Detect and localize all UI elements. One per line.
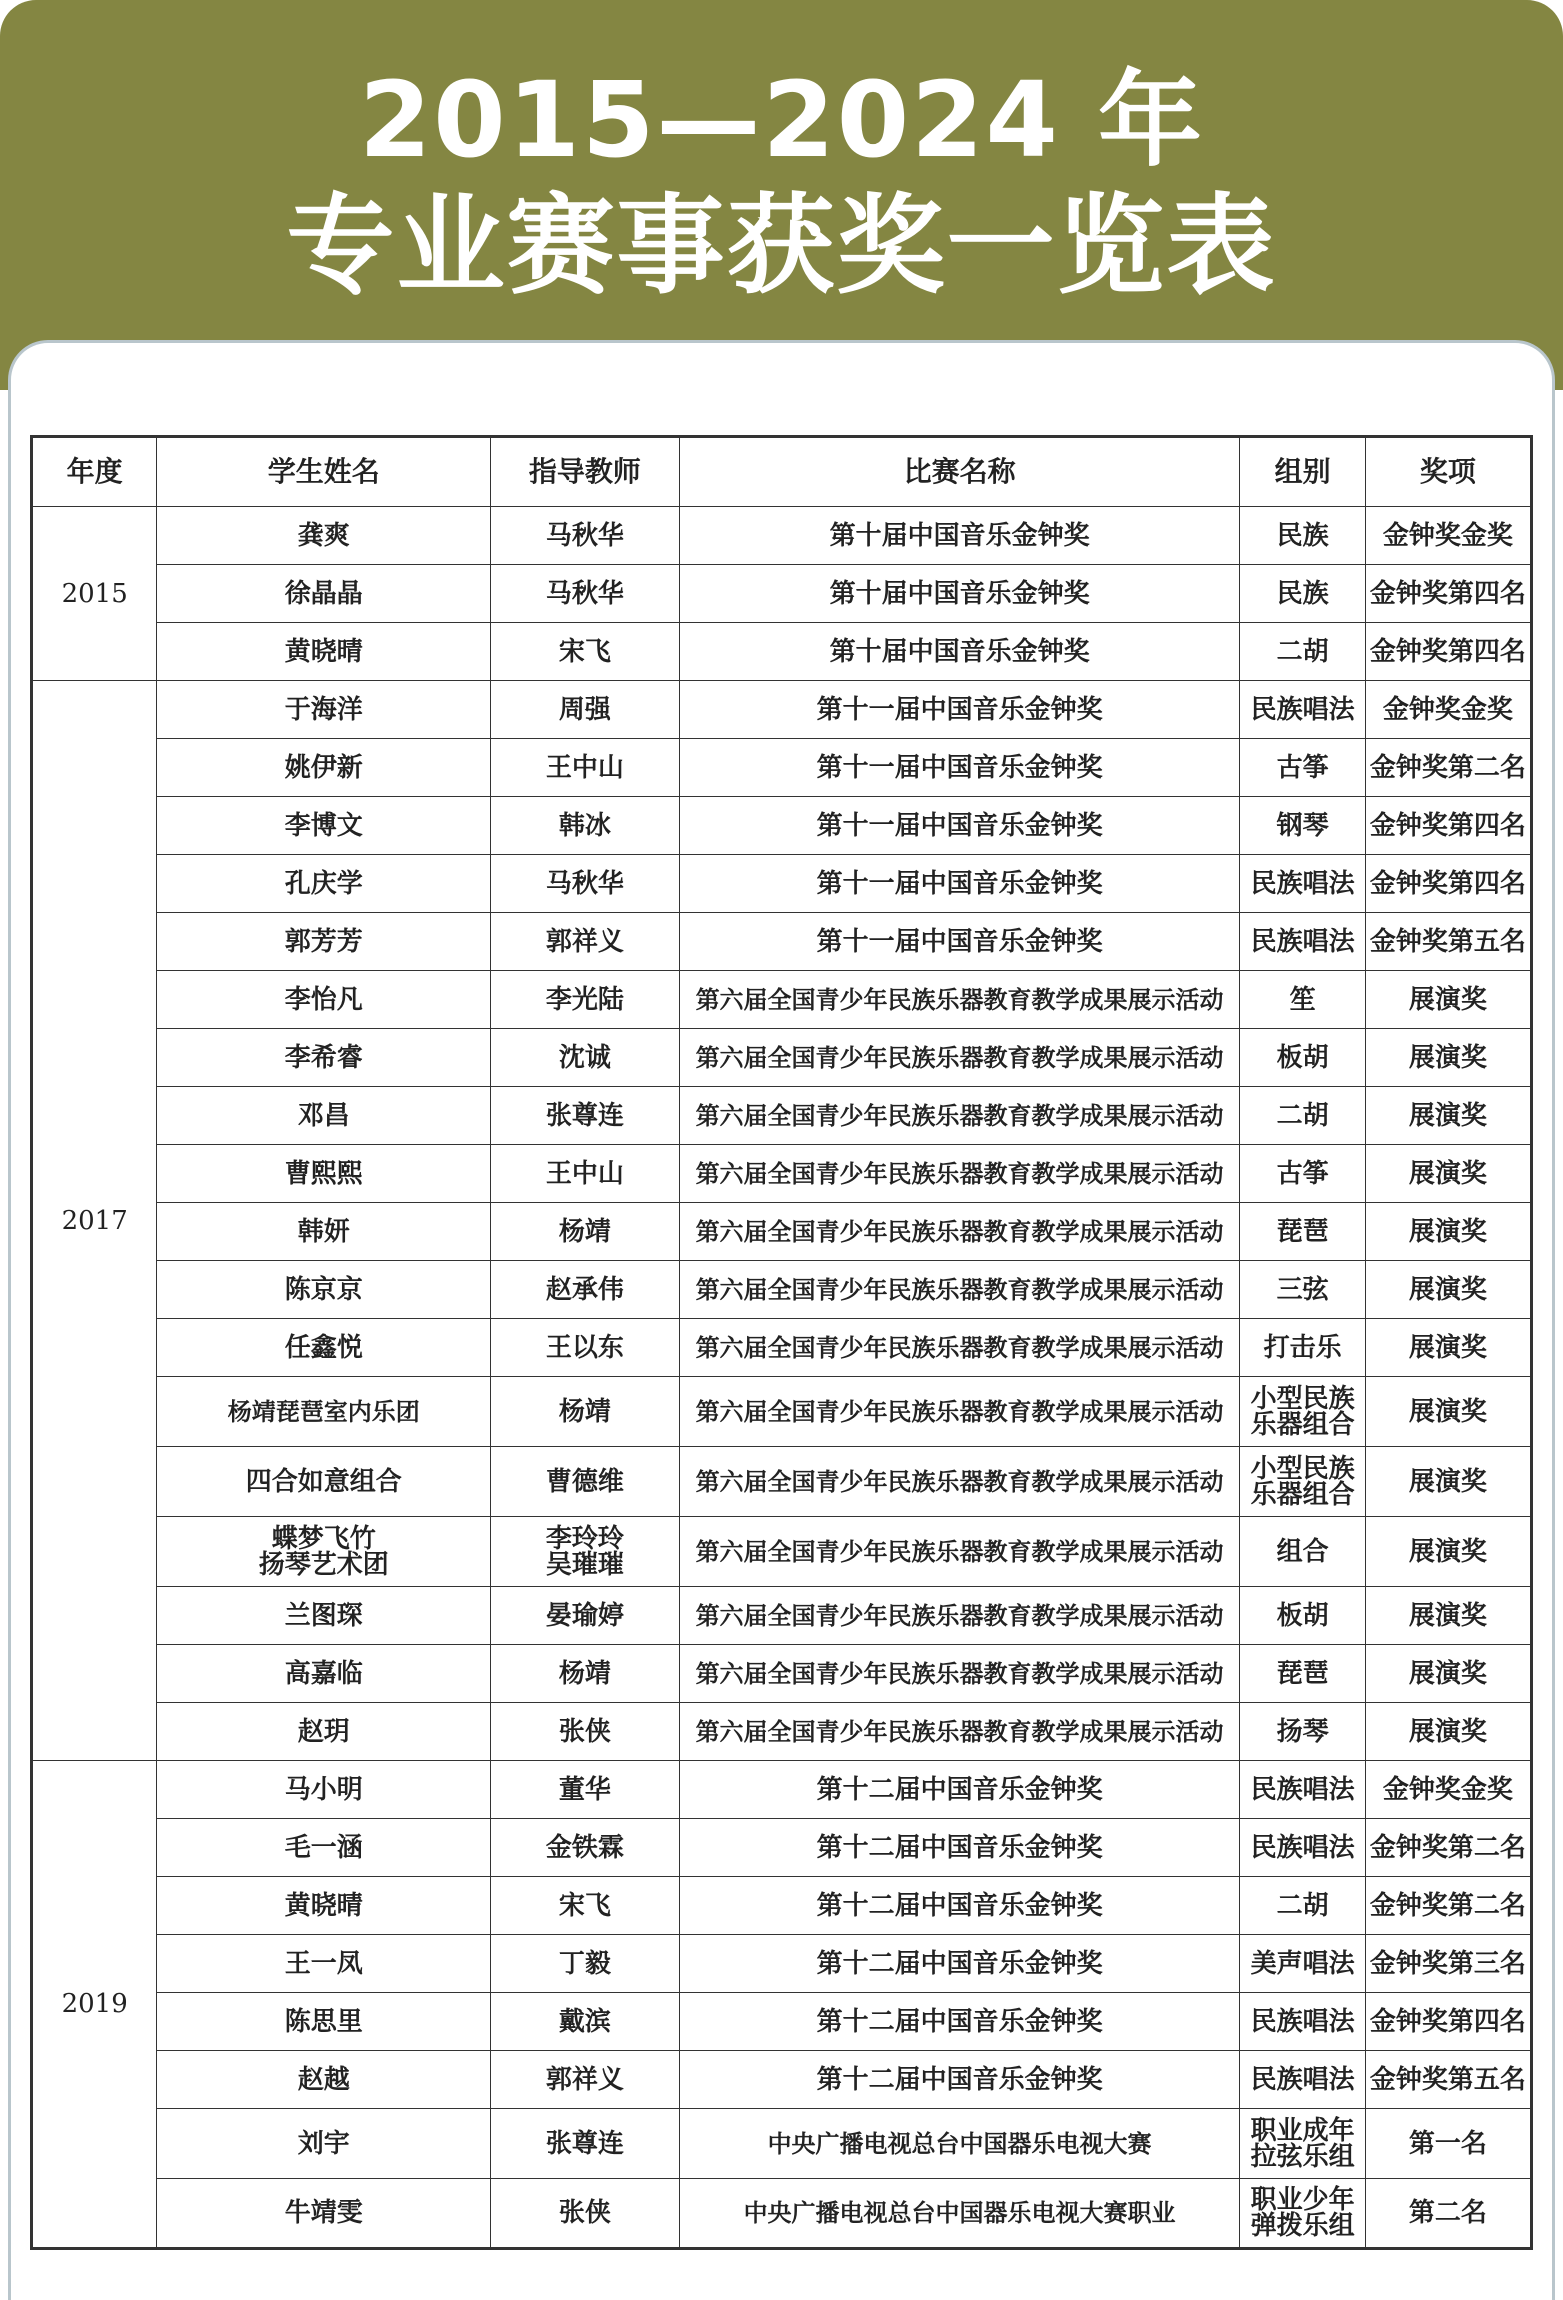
student-cell: 龚爽 (157, 507, 491, 565)
teacher-cell: 李光陆 (491, 971, 680, 1029)
category-cell (1240, 2109, 1365, 2179)
student-cell: 马小明 (157, 1761, 491, 1819)
category-cell (1240, 2179, 1365, 2249)
competition-cell: 第六届全国青少年民族乐器教育教学成果展示活动 (679, 971, 1240, 1029)
teacher-cell: 杨靖 (491, 1377, 680, 1447)
award-cell: 金钟奖第四名 (1365, 565, 1531, 623)
student-cell: 郭芳芳 (157, 913, 491, 971)
student-cell-line: 蝶梦飞竹 (271, 1523, 376, 1554)
category-cell: 民族唱法 (1240, 913, 1365, 971)
award-cell: 展演奖 (1365, 1447, 1531, 1517)
category-cell: 二胡 (1240, 623, 1365, 681)
award-cell: 金钟奖第四名 (1365, 797, 1531, 855)
year-cell: 2017 (32, 681, 157, 1761)
table-row (32, 1087, 1532, 1145)
student-cell: 韩妍 (157, 1203, 491, 1261)
competition-cell: 第十二届中国音乐金钟奖 (679, 1935, 1240, 1993)
category-cell-line: 小型民族 (1250, 1453, 1355, 1484)
teacher-cell: 王以东 (491, 1319, 680, 1377)
award-cell: 展演奖 (1365, 1029, 1531, 1087)
competition-cell: 第六届全国青少年民族乐器教育教学成果展示活动 (679, 1145, 1240, 1203)
category-cell-line: 弹拨乐组 (1250, 2211, 1355, 2241)
page-title-years: 2015—2024 年 (358, 59, 1205, 181)
table-row (32, 1145, 1532, 1203)
competition-cell: 第六届全国青少年民族乐器教育教学成果展示活动 (679, 1447, 1240, 1517)
category-cell: 民族唱法 (1240, 1819, 1365, 1877)
student-cell: 任鑫悦 (157, 1319, 491, 1377)
award-cell: 展演奖 (1365, 1261, 1531, 1319)
header-student: 学生姓名 (157, 437, 491, 507)
student-cell: 李怡凡 (157, 971, 491, 1029)
student-cell: 陈京京 (157, 1261, 491, 1319)
teacher-cell: 宋飞 (491, 1877, 680, 1935)
competition-cell: 第十一届中国音乐金钟奖 (679, 739, 1240, 797)
table-row (32, 2179, 1532, 2249)
award-cell: 金钟奖第二名 (1365, 739, 1531, 797)
competition-cell: 第六届全国青少年民族乐器教育教学成果展示活动 (679, 1703, 1240, 1761)
table-row (32, 855, 1532, 913)
student-cell: 赵越 (157, 2051, 491, 2109)
award-cell: 金钟奖第四名 (1365, 1993, 1531, 2051)
table-row (32, 1587, 1532, 1645)
category-cell: 美声唱法 (1240, 1935, 1365, 1993)
competition-cell: 第六届全国青少年民族乐器教育教学成果展示活动 (679, 1203, 1240, 1261)
award-cell: 金钟奖金奖 (1365, 507, 1531, 565)
student-cell: 陈思里 (157, 1993, 491, 2051)
table-row (32, 913, 1532, 971)
category-cell: 民族唱法 (1240, 681, 1365, 739)
teacher-cell: 张尊连 (491, 2109, 680, 2179)
award-cell: 展演奖 (1365, 1377, 1531, 1447)
category-cell: 民族唱法 (1240, 1993, 1365, 2051)
student-cell: 于海洋 (157, 681, 491, 739)
table-row (32, 1319, 1532, 1377)
category-cell: 二胡 (1240, 1087, 1365, 1145)
header-year: 年度 (32, 437, 157, 507)
table-row (32, 681, 1532, 739)
table-header-row (32, 437, 1532, 507)
student-cell: 四合如意组合 (157, 1447, 491, 1517)
table-row (32, 1877, 1532, 1935)
table-row (32, 1517, 1532, 1587)
student-cell-line: 扬琴艺术团 (258, 1549, 389, 1580)
teacher-cell-line: 李玲玲 (545, 1523, 624, 1554)
teacher-cell: 韩冰 (491, 797, 680, 855)
student-cell: 姚伊新 (157, 739, 491, 797)
table-row (32, 1993, 1532, 2051)
student-cell: 高嘉临 (157, 1645, 491, 1703)
category-cell: 扬琴 (1240, 1703, 1365, 1761)
page-title: 专业赛事获奖一览表 (286, 184, 1277, 309)
competition-cell: 第六届全国青少年民族乐器教育教学成果展示活动 (679, 1319, 1240, 1377)
teacher-cell: 张侠 (491, 2179, 680, 2249)
award-cell: 金钟奖第四名 (1365, 623, 1531, 681)
student-cell: 牛靖雯 (157, 2179, 491, 2249)
category-cell-line: 乐器组合 (1250, 1479, 1355, 1510)
student-cell: 刘宇 (157, 2109, 491, 2179)
category-cell: 二胡 (1240, 1877, 1365, 1935)
award-cell: 金钟奖金奖 (1365, 681, 1531, 739)
teacher-cell: 马秋华 (491, 507, 680, 565)
category-cell: 民族 (1240, 565, 1365, 623)
category-cell: 笙 (1240, 971, 1365, 1029)
teacher-cell: 杨靖 (491, 1645, 680, 1703)
table-row (32, 1935, 1532, 1993)
table-row (32, 565, 1532, 623)
award-cell: 第一名 (1365, 2109, 1531, 2179)
table-row (32, 1261, 1532, 1319)
teacher-cell: 丁毅 (491, 1935, 680, 1993)
category-cell: 钢琴 (1240, 797, 1365, 855)
competition-cell: 第十二届中国音乐金钟奖 (679, 1819, 1240, 1877)
header-competition: 比赛名称 (679, 437, 1240, 507)
table-row (32, 1447, 1532, 1517)
category-cell: 民族唱法 (1240, 1761, 1365, 1819)
table-body (32, 507, 1532, 2249)
category-cell: 民族唱法 (1240, 2051, 1365, 2109)
award-cell: 金钟奖金奖 (1365, 1761, 1531, 1819)
category-cell: 民族唱法 (1240, 855, 1365, 913)
student-cell: 毛一涵 (157, 1819, 491, 1877)
teacher-cell: 戴滨 (491, 1993, 680, 2051)
table-row (32, 2109, 1532, 2179)
teacher-cell: 周强 (491, 681, 680, 739)
award-cell: 展演奖 (1365, 1587, 1531, 1645)
competition-cell: 第六届全国青少年民族乐器教育教学成果展示活动 (679, 1087, 1240, 1145)
teacher-cell: 杨靖 (491, 1203, 680, 1261)
category-cell: 琵琶 (1240, 1645, 1365, 1703)
table-row (32, 1203, 1532, 1261)
header-teacher: 指导教师 (491, 437, 680, 507)
award-cell: 展演奖 (1365, 1319, 1531, 1377)
teacher-cell: 马秋华 (491, 855, 680, 913)
table-row (32, 1645, 1532, 1703)
teacher-cell: 曹德维 (491, 1447, 680, 1517)
category-cell: 三弦 (1240, 1261, 1365, 1319)
title-banner (0, 0, 1563, 390)
table-row (32, 2051, 1532, 2109)
student-cell: 邓昌 (157, 1087, 491, 1145)
category-cell: 组合 (1240, 1517, 1365, 1587)
header-award: 奖项 (1365, 437, 1531, 507)
competition-cell: 第六届全国青少年民族乐器教育教学成果展示活动 (679, 1517, 1240, 1587)
teacher-cell: 王中山 (491, 1145, 680, 1203)
competition-cell: 第十届中国音乐金钟奖 (679, 565, 1240, 623)
competition-cell: 第十一届中国音乐金钟奖 (679, 855, 1240, 913)
table-row (32, 739, 1532, 797)
table-row (32, 1761, 1532, 1819)
category-cell-line: 小型民族 (1250, 1383, 1355, 1414)
teacher-cell: 沈诚 (491, 1029, 680, 1087)
competition-cell: 中央广播电视总台中国器乐电视大赛 (679, 2109, 1240, 2179)
category-cell (1240, 1377, 1365, 1447)
awards-table (30, 435, 1533, 2250)
competition-cell: 第十届中国音乐金钟奖 (679, 507, 1240, 565)
table-row (32, 1029, 1532, 1087)
teacher-cell: 马秋华 (491, 565, 680, 623)
competition-cell: 第六届全国青少年民族乐器教育教学成果展示活动 (679, 1029, 1240, 1087)
student-cell: 李希睿 (157, 1029, 491, 1087)
competition-cell: 第六届全国青少年民族乐器教育教学成果展示活动 (679, 1587, 1240, 1645)
table-row (32, 507, 1532, 565)
teacher-cell: 郭祥义 (491, 2051, 680, 2109)
competition-cell: 第六届全国青少年民族乐器教育教学成果展示活动 (679, 1261, 1240, 1319)
year-cell: 2015 (32, 507, 157, 681)
teacher-cell: 金铁霖 (491, 1819, 680, 1877)
competition-cell: 第十一届中国音乐金钟奖 (679, 797, 1240, 855)
competition-cell: 第十一届中国音乐金钟奖 (679, 681, 1240, 739)
award-cell: 金钟奖第二名 (1365, 1819, 1531, 1877)
student-cell: 兰图琛 (157, 1587, 491, 1645)
award-cell: 金钟奖第三名 (1365, 1935, 1531, 1993)
award-cell: 展演奖 (1365, 1703, 1531, 1761)
teacher-cell: 赵承伟 (491, 1261, 680, 1319)
competition-cell: 第十届中国音乐金钟奖 (679, 623, 1240, 681)
award-cell: 展演奖 (1365, 971, 1531, 1029)
table-row (32, 623, 1532, 681)
student-cell: 孔庆学 (157, 855, 491, 913)
competition-cell: 第十一届中国音乐金钟奖 (679, 913, 1240, 971)
award-cell: 展演奖 (1365, 1203, 1531, 1261)
category-cell-line: 职业少年 (1250, 2185, 1355, 2215)
student-cell: 李博文 (157, 797, 491, 855)
award-cell: 展演奖 (1365, 1145, 1531, 1203)
table-row (32, 1819, 1532, 1877)
award-cell: 金钟奖第四名 (1365, 855, 1531, 913)
category-cell: 古筝 (1240, 1145, 1365, 1203)
teacher-cell: 王中山 (491, 739, 680, 797)
student-cell: 黄晓晴 (157, 623, 491, 681)
student-cell: 徐晶晶 (157, 565, 491, 623)
student-cell (157, 1517, 491, 1587)
award-cell: 金钟奖第五名 (1365, 2051, 1531, 2109)
teacher-cell: 董华 (491, 1761, 680, 1819)
category-cell: 打击乐 (1240, 1319, 1365, 1377)
competition-cell: 中央广播电视总台中国器乐电视大赛职业 (679, 2179, 1240, 2249)
table-row (32, 1703, 1532, 1761)
teacher-cell: 晏瑜婷 (491, 1587, 680, 1645)
table-row (32, 797, 1532, 855)
header-category: 组别 (1240, 437, 1365, 507)
student-cell: 赵玥 (157, 1703, 491, 1761)
category-cell: 板胡 (1240, 1587, 1365, 1645)
table-row (32, 971, 1532, 1029)
category-cell-line: 职业成年 (1250, 2115, 1355, 2146)
category-cell (1240, 1447, 1365, 1517)
category-cell-line: 拉弦乐组 (1250, 2141, 1355, 2172)
teacher-cell: 郭祥义 (491, 913, 680, 971)
year-cell: 2019 (32, 1761, 157, 2249)
competition-cell: 第十二届中国音乐金钟奖 (679, 1993, 1240, 2051)
teacher-cell: 张尊连 (491, 1087, 680, 1145)
competition-cell: 第六届全国青少年民族乐器教育教学成果展示活动 (679, 1645, 1240, 1703)
competition-cell: 第十二届中国音乐金钟奖 (679, 2051, 1240, 2109)
student-cell: 杨靖琵琶室内乐团 (157, 1377, 491, 1447)
student-cell: 曹熙熙 (157, 1145, 491, 1203)
competition-cell: 第六届全国青少年民族乐器教育教学成果展示活动 (679, 1377, 1240, 1447)
teacher-cell-line: 吴璀璀 (545, 1549, 624, 1580)
category-cell: 琵琶 (1240, 1203, 1365, 1261)
competition-cell: 第十二届中国音乐金钟奖 (679, 1761, 1240, 1819)
table-row (32, 1377, 1532, 1447)
student-cell: 黄晓晴 (157, 1877, 491, 1935)
award-cell: 展演奖 (1365, 1645, 1531, 1703)
category-cell: 古筝 (1240, 739, 1365, 797)
category-cell-line: 乐器组合 (1250, 1409, 1355, 1440)
teacher-cell: 张侠 (491, 1703, 680, 1761)
award-cell: 展演奖 (1365, 1517, 1531, 1587)
award-cell: 金钟奖第二名 (1365, 1877, 1531, 1935)
teacher-cell: 宋飞 (491, 623, 680, 681)
teacher-cell (491, 1517, 680, 1587)
award-cell: 金钟奖第五名 (1365, 913, 1531, 971)
student-cell: 王一凤 (157, 1935, 491, 1993)
award-cell: 第二名 (1365, 2179, 1531, 2249)
category-cell: 民族 (1240, 507, 1365, 565)
category-cell: 板胡 (1240, 1029, 1365, 1087)
competition-cell: 第十二届中国音乐金钟奖 (679, 1877, 1240, 1935)
award-cell: 展演奖 (1365, 1087, 1531, 1145)
